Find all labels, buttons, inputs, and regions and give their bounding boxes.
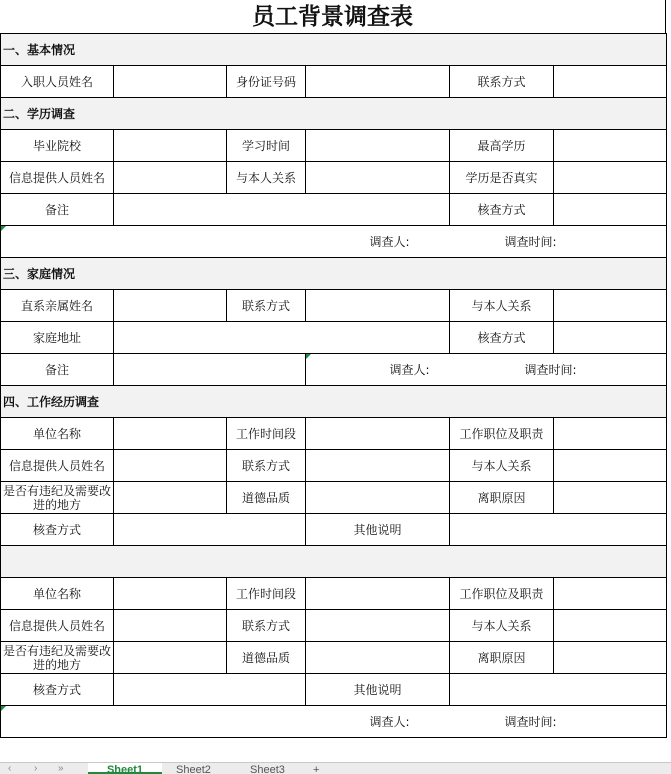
- section-work[interactable]: 四、工作经历调查: [1, 386, 667, 418]
- label-relation[interactable]: 与本人关系: [450, 610, 554, 642]
- sheet-last-icon[interactable]: »: [58, 763, 64, 774]
- label-home-address[interactable]: 家庭地址: [1, 322, 114, 354]
- table-row: [1, 642, 667, 674]
- table-row: [1, 706, 667, 738]
- cell-blank[interactable]: [1, 706, 306, 738]
- label-investigator[interactable]: 调查人:: [306, 226, 450, 258]
- label-relation[interactable]: 与本人关系: [227, 162, 306, 194]
- cell-contact[interactable]: [306, 450, 450, 482]
- cell-relation[interactable]: [554, 610, 667, 642]
- cell-id-number[interactable]: [306, 66, 450, 98]
- cell-leave-reason[interactable]: [554, 482, 667, 514]
- survey-table: [0, 33, 667, 738]
- cell-study-time[interactable]: [306, 130, 450, 162]
- cell-violation[interactable]: [114, 642, 227, 674]
- label-company-name[interactable]: 单位名称: [1, 578, 114, 610]
- table-row: [1, 226, 667, 258]
- label-contact[interactable]: 联系方式: [227, 610, 306, 642]
- table-row: [1, 482, 667, 514]
- cell-relation[interactable]: [306, 162, 450, 194]
- label-position-duty[interactable]: 工作职位及职责: [450, 578, 554, 610]
- section-blank[interactable]: [1, 546, 667, 578]
- cell-verify-method[interactable]: [554, 322, 667, 354]
- cell-contact[interactable]: [306, 610, 450, 642]
- label-company-name[interactable]: 单位名称: [1, 418, 114, 450]
- add-sheet-icon[interactable]: +: [313, 764, 320, 774]
- sheet-prev-icon[interactable]: ‹: [8, 763, 12, 774]
- cell-relation[interactable]: [554, 290, 667, 322]
- label-informant-name[interactable]: 信息提供人员姓名: [1, 610, 114, 642]
- label-other-note[interactable]: 其他说明: [306, 514, 450, 546]
- section-education[interactable]: 二、学历调查: [1, 98, 667, 130]
- cell-contact[interactable]: [306, 290, 450, 322]
- cell-moral[interactable]: [306, 642, 450, 674]
- label-other-note[interactable]: 其他说明: [306, 674, 450, 706]
- cell-informant-name[interactable]: [114, 610, 227, 642]
- label-investigate-time[interactable]: 调查时间:: [450, 226, 667, 258]
- label-informant-name[interactable]: 信息提供人员姓名: [1, 162, 114, 194]
- cell-highest-degree[interactable]: [554, 130, 667, 162]
- cell-verify-method[interactable]: [554, 194, 667, 226]
- table-row: [1, 162, 667, 194]
- cell-blank[interactable]: [1, 226, 306, 258]
- table-row: [1, 290, 667, 322]
- table-row: [1, 578, 667, 610]
- label-contact[interactable]: 联系方式: [227, 450, 306, 482]
- cell-new-hire-name[interactable]: [114, 66, 227, 98]
- label-relation[interactable]: 与本人关系: [450, 450, 554, 482]
- table-row: [1, 354, 667, 386]
- cell-company-name[interactable]: [114, 418, 227, 450]
- label-leave-reason[interactable]: 离职原因: [450, 482, 554, 514]
- cell-work-period[interactable]: [306, 578, 450, 610]
- cell-remark[interactable]: [114, 354, 306, 386]
- table-row: [1, 610, 667, 642]
- label-new-hire-name[interactable]: 入职人员姓名: [1, 66, 114, 98]
- cell-violation[interactable]: [114, 482, 227, 514]
- label-contact[interactable]: 联系方式: [450, 66, 554, 98]
- label-school[interactable]: 毕业院校: [1, 130, 114, 162]
- section-basic[interactable]: 一、基本情况: [1, 34, 667, 66]
- cell-relation[interactable]: [554, 450, 667, 482]
- cell-informant-name[interactable]: [114, 450, 227, 482]
- table-row: [1, 514, 667, 546]
- sheet-next-icon[interactable]: ›: [34, 763, 38, 774]
- cell-position-duty[interactable]: [554, 578, 667, 610]
- label-investigator[interactable]: 调查人:: [306, 354, 450, 386]
- cell-position-duty[interactable]: [554, 418, 667, 450]
- label-position-duty[interactable]: 工作职位及职责: [450, 418, 554, 450]
- table-row: [1, 66, 667, 98]
- label-verify-method[interactable]: 核查方式: [1, 674, 114, 706]
- cell-verify-method[interactable]: [114, 674, 306, 706]
- label-work-period[interactable]: 工作时间段: [227, 418, 306, 450]
- cell-remark[interactable]: [114, 194, 450, 226]
- cell-company-name[interactable]: [114, 578, 227, 610]
- cell-other-note[interactable]: [450, 514, 667, 546]
- label-verify-method[interactable]: 核查方式: [1, 514, 114, 546]
- label-id-number[interactable]: 身份证号码: [227, 66, 306, 98]
- cell-home-address[interactable]: [114, 322, 450, 354]
- label-leave-reason[interactable]: 离职原因: [450, 642, 554, 674]
- label-investigator[interactable]: 调查人:: [306, 706, 450, 738]
- label-verify-method[interactable]: 核查方式: [450, 322, 554, 354]
- cell-other-note[interactable]: [450, 674, 667, 706]
- sheet-title: 员工背景调查表: [0, 0, 666, 33]
- section-row: [1, 34, 667, 66]
- cell-contact[interactable]: [554, 66, 667, 98]
- table-row: [1, 450, 667, 482]
- sheet-tab-bar: [0, 762, 671, 774]
- label-violation[interactable]: 是否有违纪及需要改进的地方: [1, 482, 114, 514]
- label-degree-authentic[interactable]: 学历是否真实: [450, 162, 554, 194]
- label-highest-degree[interactable]: 最高学历: [450, 130, 554, 162]
- tab-sheet3[interactable]: Sheet3: [250, 764, 285, 774]
- section-row: [1, 546, 667, 578]
- label-remark[interactable]: 备注: [1, 354, 114, 386]
- label-informant-name[interactable]: 信息提供人员姓名: [1, 450, 114, 482]
- section-family[interactable]: 三、家庭情况: [1, 258, 667, 290]
- label-investigate-time[interactable]: 调查时间:: [450, 706, 667, 738]
- tab-sheet2[interactable]: Sheet2: [176, 764, 211, 774]
- cell-school[interactable]: [114, 130, 227, 162]
- section-row: [1, 98, 667, 130]
- table-row: [1, 130, 667, 162]
- label-work-period[interactable]: 工作时间段: [227, 578, 306, 610]
- label-relation[interactable]: 与本人关系: [450, 290, 554, 322]
- cell-verify-method[interactable]: [114, 514, 306, 546]
- label-relative-name[interactable]: 直系亲属姓名: [1, 290, 114, 322]
- label-contact[interactable]: 联系方式: [227, 290, 306, 322]
- table-row: [1, 322, 667, 354]
- cell-informant-name[interactable]: [114, 162, 227, 194]
- label-moral[interactable]: 道德品质: [227, 482, 306, 514]
- cell-moral[interactable]: [306, 482, 450, 514]
- section-row: [1, 258, 667, 290]
- label-moral[interactable]: 道德品质: [227, 642, 306, 674]
- label-violation[interactable]: 是否有违纪及需要改进的地方: [1, 642, 114, 674]
- cell-degree-authentic[interactable]: [554, 162, 667, 194]
- label-study-time[interactable]: 学习时间: [227, 130, 306, 162]
- table-row: [1, 674, 667, 706]
- table-row: [1, 194, 667, 226]
- label-investigate-time[interactable]: 调查时间:: [450, 354, 667, 386]
- section-row: [1, 386, 667, 418]
- label-remark[interactable]: 备注: [1, 194, 114, 226]
- tab-sheet1[interactable]: Sheet1: [88, 763, 162, 774]
- cell-work-period[interactable]: [306, 418, 450, 450]
- label-verify-method[interactable]: 核查方式: [450, 194, 554, 226]
- cell-leave-reason[interactable]: [554, 642, 667, 674]
- cell-relative-name[interactable]: [114, 290, 227, 322]
- table-row: [1, 418, 667, 450]
